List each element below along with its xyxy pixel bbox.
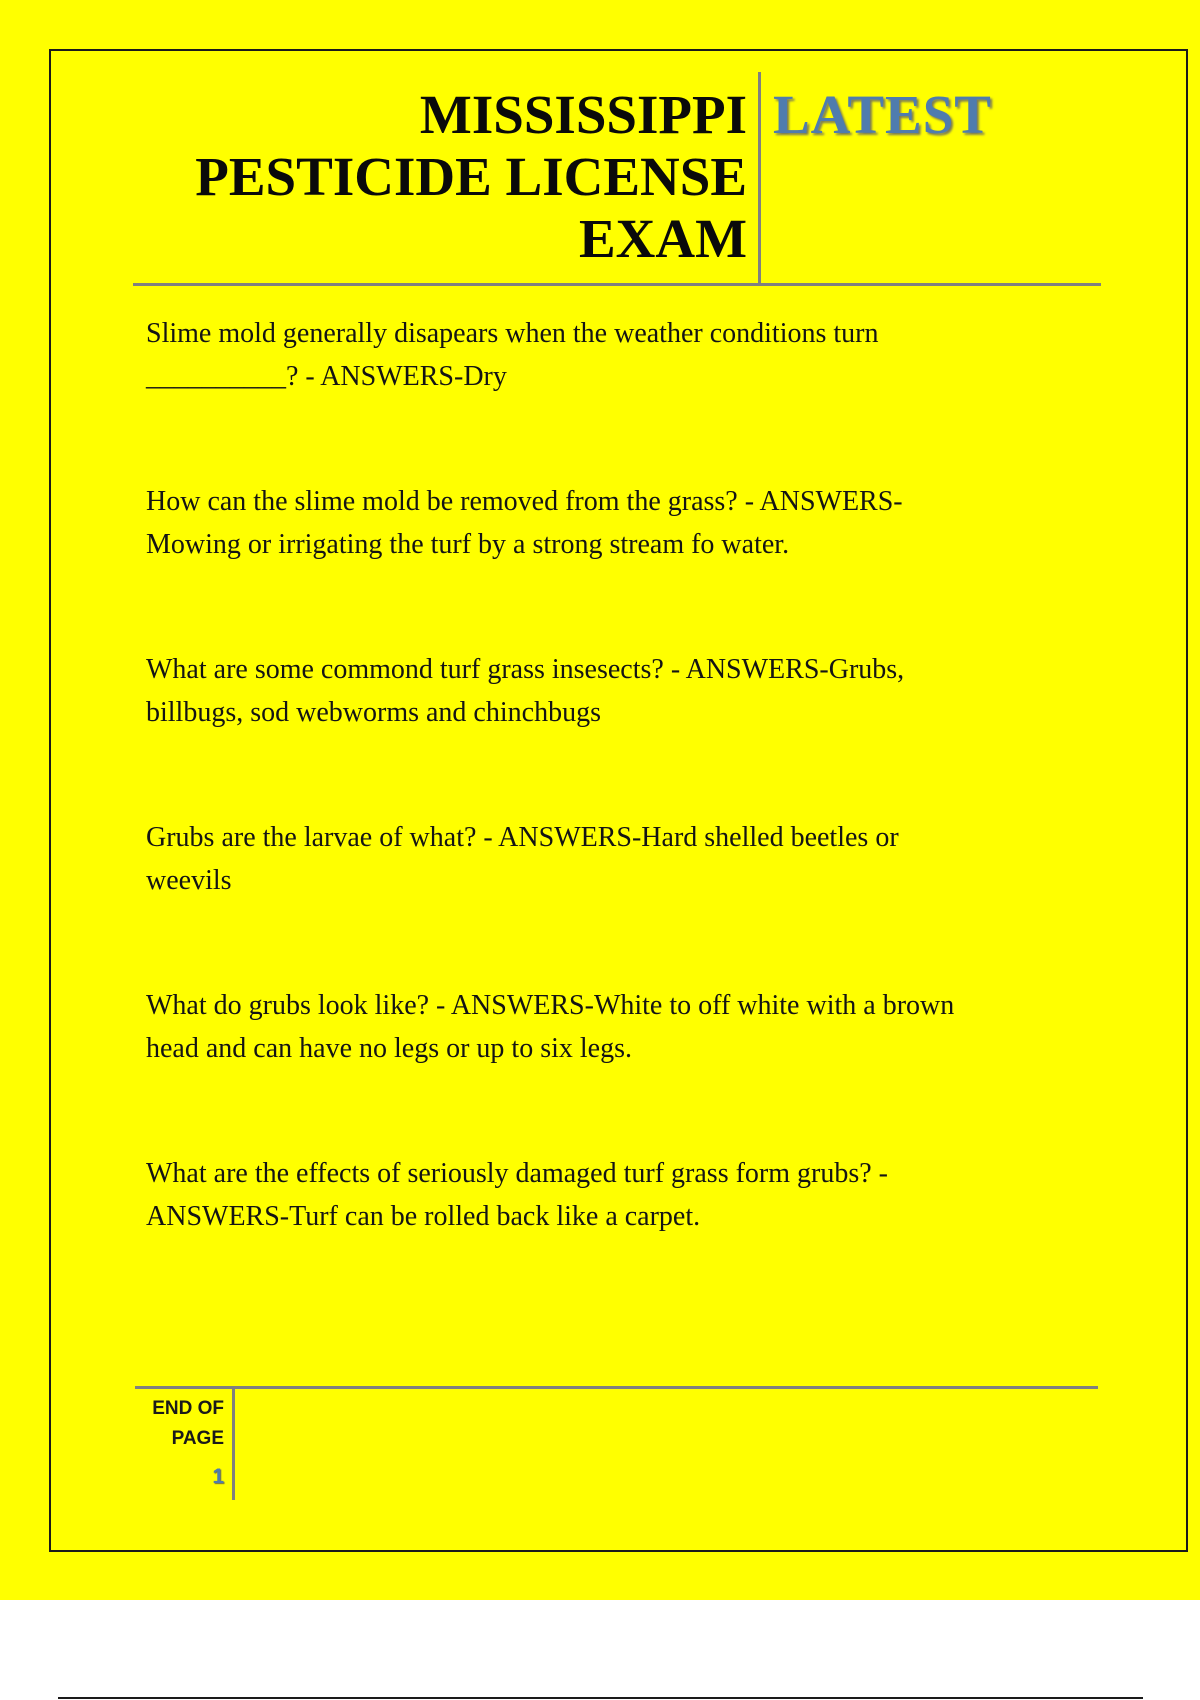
footer-rule <box>135 1386 1098 1389</box>
qa-question-line: What are some commond turf grass insesects? - ANSWERS-Grubs, <box>146 654 905 685</box>
qa-question-line: What do grubs look like? - ANSWERS-White to off white with a brown <box>146 990 955 1021</box>
qa-answer-line: __________? - ANSWERS-Dry <box>146 361 507 392</box>
qa-answer-line: ANSWERS-Turf can be rolled back like a carpet. <box>146 1201 701 1232</box>
end-of-page-line-1: END OF <box>152 1398 224 1419</box>
bottom-rule <box>58 1697 1143 1699</box>
latest-badge: LATEST <box>773 84 992 145</box>
qa-answer-line: weevils <box>146 865 232 896</box>
end-of-page-label <box>135 1394 224 1454</box>
qa-list <box>146 312 1096 1320</box>
qa-question-line: What are the effects of seriously damaged turf grass form grubs? - <box>146 1158 888 1189</box>
qa-question-line: How can the slime mold be removed from the grass? - ANSWERS- <box>146 486 903 517</box>
title-line-2: PESTICIDE LICENSE <box>195 146 747 207</box>
qa-answer-line: billbugs, sod webworms and chinchbugs <box>146 697 601 728</box>
header-divider <box>758 72 761 284</box>
end-of-page-line-2: PAGE <box>171 1428 224 1449</box>
qa-item <box>146 984 1096 1152</box>
qa-item <box>146 648 1096 816</box>
title-line-3: EXAM <box>578 208 747 269</box>
qa-item <box>146 1152 1096 1320</box>
document-header <box>133 72 1101 286</box>
qa-item <box>146 312 1096 480</box>
document-title <box>133 84 747 270</box>
header-rule <box>133 283 1101 286</box>
qa-question-line: Slime mold generally disapears when the weather conditions turn <box>146 318 879 349</box>
qa-question-line: Grubs are the larvae of what? - ANSWERS-Hard shelled beetles or <box>146 822 899 853</box>
qa-item <box>146 480 1096 648</box>
qa-answer-line: Mowing or irrigating the turf by a strong stream fo water. <box>146 529 790 560</box>
title-line-1: MISSISSIPPI <box>419 84 747 145</box>
qa-item <box>146 816 1096 984</box>
footer-divider <box>232 1388 235 1500</box>
qa-answer-line: head and can have no legs or up to six legs. <box>146 1033 632 1064</box>
page-number: 1 <box>212 1465 224 1488</box>
